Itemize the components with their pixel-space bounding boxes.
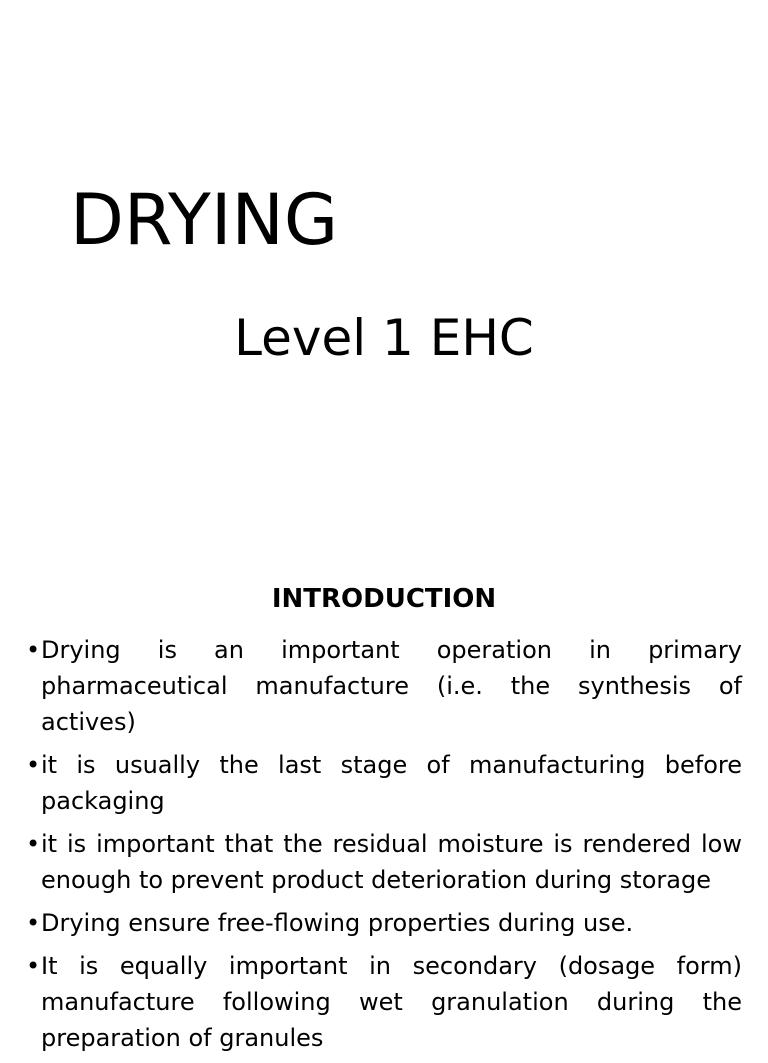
slide-title: DRYING (70, 179, 339, 261)
bullet-text: Drying ensure free-flowing properties during use. (41, 909, 634, 937)
bullet-item (26, 948, 742, 1056)
bullet-text: it is important that the residual moisture is rendered low enough to prevent product deterioration during storage (41, 830, 742, 894)
bullet-list (26, 632, 742, 1063)
bullet-icon: • (26, 830, 41, 858)
bullet-text: It is equally important in secondary (dosage form) manufacture following wet granulation during the preparation of granules (41, 952, 742, 1052)
bullet-text: it is usually the last stage of manufacturing before packaging (41, 751, 742, 815)
bullet-text: Drying is an important operation in primary pharmaceutical manufacture (i.e. the synthesis of actives) (41, 636, 742, 736)
slide-subtitle: Level 1 EHC (234, 309, 534, 367)
bullet-icon: • (26, 751, 41, 779)
bullet-icon: • (26, 909, 41, 937)
bullet-item (26, 905, 742, 941)
bullet-item (26, 826, 742, 898)
section-heading: INTRODUCTION (271, 584, 497, 614)
bullet-item (26, 632, 742, 740)
introduction-slide (0, 560, 768, 1052)
bullet-icon: • (26, 636, 41, 664)
bullet-item (26, 747, 742, 819)
bullet-icon: • (26, 952, 41, 980)
